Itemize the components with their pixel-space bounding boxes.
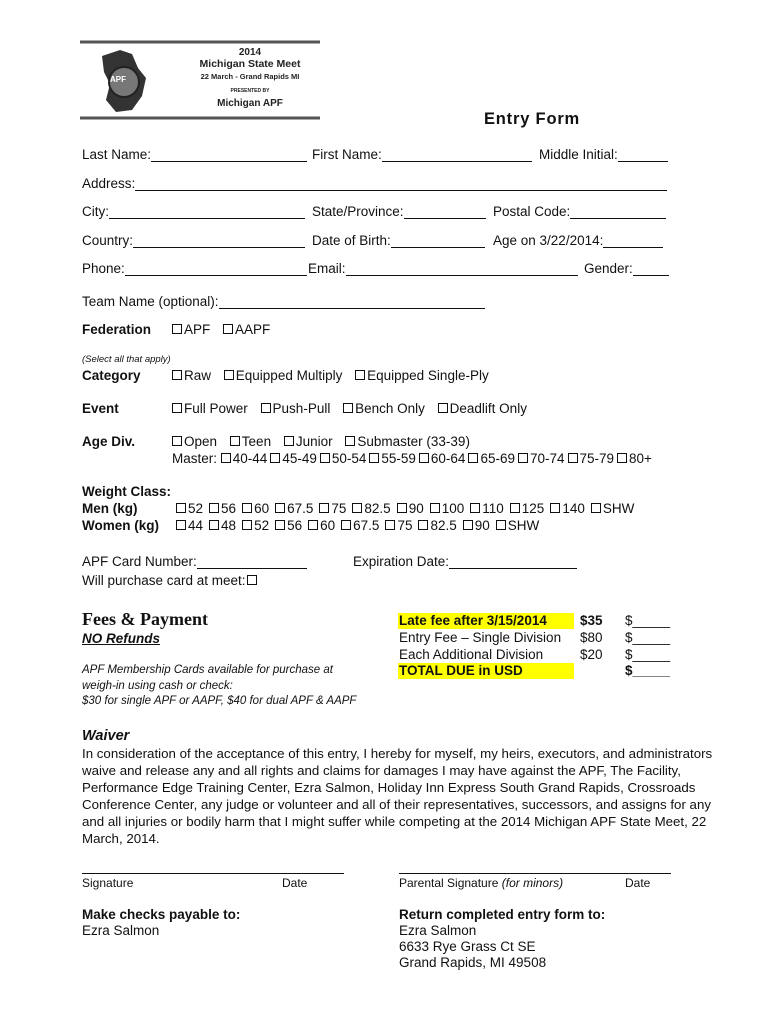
form-title: Entry Form: [484, 110, 581, 128]
option-label: 48: [221, 518, 237, 533]
state-label: State/Province:: [312, 204, 404, 219]
federation-options: [172, 322, 279, 337]
option-label: 55-59: [381, 451, 416, 466]
option-label: 52: [188, 501, 204, 516]
logo-date-location: 22 March - Grand Rapids MI: [200, 72, 300, 81]
age-div-label: Age Div.: [82, 434, 136, 449]
expiration-label: Expiration Date:: [353, 554, 450, 569]
master-options: [221, 451, 655, 466]
age-div-option[interactable]: [345, 434, 470, 449]
checkbox-icon[interactable]: [221, 453, 231, 463]
middle-initial-input[interactable]: [618, 147, 668, 162]
for-minors-label: (for minors): [501, 876, 564, 890]
weight-option[interactable]: [397, 501, 424, 516]
age-div-option[interactable]: [172, 434, 217, 449]
weight-option[interactable]: [463, 518, 490, 533]
gender-row: [584, 261, 669, 276]
option-label: 52: [254, 518, 270, 533]
middle-initial-row: [539, 147, 668, 162]
waiver-line: and all injuries or bodily harm that I might suffer while competing at the 2014 Michigan APF State Meet, 22: [82, 814, 707, 829]
parental-date-label: Date: [625, 876, 651, 890]
checkbox-icon[interactable]: [591, 503, 601, 513]
age-div-option-label: Teen: [241, 434, 272, 449]
category-option-label: Raw: [184, 368, 212, 383]
option-label: 60: [254, 501, 270, 516]
checkbox-icon[interactable]: [275, 520, 285, 530]
fee-row-blank[interactable]: $_____: [625, 647, 671, 662]
fee-row-blank[interactable]: $_____: [625, 630, 671, 645]
age-input[interactable]: [603, 233, 663, 248]
parental-signature-line[interactable]: [399, 873, 671, 874]
checkbox-icon[interactable]: [172, 436, 182, 446]
team-input[interactable]: [219, 294, 485, 309]
women-label: Women (kg): [82, 518, 159, 533]
event-option-label: Deadlift Only: [449, 401, 527, 416]
age-div-option-label: Submaster (33-39): [357, 434, 470, 449]
age-div-option-label: Open: [184, 434, 218, 449]
category-option[interactable]: [355, 368, 489, 383]
option-label: 90: [408, 501, 424, 516]
expiration-row: [353, 554, 577, 569]
waiver-text: [82, 745, 712, 847]
fee-row-blank[interactable]: $_____: [625, 613, 671, 628]
option-label: 82.5: [364, 501, 391, 516]
signature-date-label: Date: [282, 876, 308, 890]
return-street: 6633 Rye Grass Ct SE: [399, 939, 536, 954]
age-div-option-label: Junior: [295, 434, 333, 449]
men-weight-options: [176, 501, 640, 516]
option-label: 65-69: [480, 451, 515, 466]
weight-option[interactable]: [617, 451, 652, 466]
checkbox-icon[interactable]: [418, 520, 428, 530]
option-label: 75-79: [579, 451, 615, 466]
option-label: 44: [188, 518, 204, 533]
last-name-row: [82, 147, 307, 162]
federation-option[interactable]: [223, 322, 270, 337]
weight-option[interactable]: [242, 501, 269, 516]
address-input[interactable]: [135, 176, 667, 191]
city-input[interactable]: [109, 204, 305, 219]
event-option[interactable]: [172, 401, 248, 416]
option-label: 40-44: [232, 451, 268, 466]
weight-option[interactable]: [418, 518, 456, 533]
event-logo: [80, 38, 320, 120]
weight-option[interactable]: [209, 501, 236, 516]
option-label: 75: [397, 518, 413, 533]
event-option[interactable]: [261, 401, 331, 416]
option-label: 60: [320, 518, 336, 533]
dob-label: Date of Birth:: [312, 233, 391, 248]
checkbox-icon[interactable]: [172, 324, 182, 334]
option-label: 100: [441, 501, 465, 516]
checkbox-icon[interactable]: [172, 403, 182, 413]
option-label: 67.5: [353, 518, 380, 533]
option-label: 125: [521, 501, 545, 516]
weight-option[interactable]: [176, 518, 203, 533]
city-label: City:: [82, 204, 109, 219]
expiration-input[interactable]: [449, 554, 577, 569]
fees-title: Fees & Payment: [82, 609, 208, 629]
category-option-label: Equipped Single-Ply: [367, 368, 489, 383]
checkbox-icon[interactable]: [430, 503, 440, 513]
logo-presented-by: PRESENTED BY: [230, 88, 270, 94]
postal-label: Postal Code:: [493, 204, 571, 219]
checkbox-icon[interactable]: [568, 453, 578, 463]
checkbox-icon[interactable]: [470, 503, 480, 513]
return-city: Grand Rapids, MI 49508: [399, 955, 547, 970]
federation-option[interactable]: [172, 322, 210, 337]
checkbox-icon[interactable]: [172, 370, 182, 380]
checkbox-icon[interactable]: [242, 503, 252, 513]
weight-option[interactable]: [319, 501, 346, 516]
option-label: 82.5: [430, 518, 457, 533]
federation-option-label: AAPF: [235, 322, 271, 337]
postal-input[interactable]: [570, 204, 666, 219]
event-option-label: Push-Pull: [272, 401, 331, 416]
no-refunds: NO Refunds: [82, 631, 161, 646]
event-option[interactable]: [343, 401, 425, 416]
waiver-line: Performance Edge Training Center, Ezra Salmon, Holiday Inn Express South Grand Rapids, Crossroads: [82, 780, 696, 795]
checkbox-icon[interactable]: [341, 520, 351, 530]
category-option-label: Equipped Multiply: [235, 368, 343, 383]
signature-line[interactable]: [82, 873, 344, 874]
postal-row: [493, 204, 666, 219]
weight-option[interactable]: [518, 451, 565, 466]
weight-option[interactable]: [510, 501, 545, 516]
checkbox-icon[interactable]: [209, 520, 219, 530]
phone-label: Phone:: [82, 261, 125, 276]
women-weight-options: [176, 518, 545, 533]
option-label: SHW: [507, 518, 540, 533]
checkbox-icon[interactable]: [224, 370, 234, 380]
checkbox-icon[interactable]: [320, 453, 330, 463]
weight-option[interactable]: [221, 451, 268, 466]
age-div-option[interactable]: [230, 434, 271, 449]
option-label: 75: [331, 501, 347, 516]
weight-option[interactable]: [419, 451, 466, 466]
purchase-label: Will purchase card at meet:: [82, 573, 246, 588]
last-name-input[interactable]: [151, 147, 307, 162]
membership-note-2: weigh-in using cash or check:: [82, 680, 233, 692]
weight-option[interactable]: [341, 518, 379, 533]
team-label: Team Name (optional):: [82, 294, 219, 309]
gender-label: Gender:: [584, 261, 633, 276]
logo-year: 2014: [238, 47, 262, 58]
federation-option-label: APF: [184, 322, 211, 337]
first-name-input[interactable]: [382, 147, 532, 162]
option-label: 110: [482, 501, 504, 516]
payable-name: Ezra Salmon: [82, 923, 160, 938]
country-row: [82, 233, 305, 248]
checkbox-icon[interactable]: [468, 453, 478, 463]
address-label: Address:: [82, 176, 136, 191]
fee-row-amount: $20: [580, 647, 603, 662]
men-label: Men (kg): [82, 501, 138, 516]
age-div-options: [172, 434, 479, 449]
checkbox-icon[interactable]: [345, 436, 355, 446]
select-all-note: (Select all that apply): [82, 354, 171, 365]
fee-row-label: Entry Fee – Single Division: [399, 630, 562, 645]
checkbox-icon[interactable]: [343, 403, 353, 413]
checkbox-icon[interactable]: [319, 503, 329, 513]
waiver-line: In consideration of the acceptance of this entry, I hereby for myself, my heirs, executors, and administrators: [82, 746, 713, 761]
weight-option[interactable]: [468, 451, 515, 466]
waiver-title: Waiver: [82, 728, 130, 744]
checkbox-icon[interactable]: [385, 520, 395, 530]
email-row: [308, 261, 578, 276]
logo-badge: APF: [110, 75, 126, 84]
total-due-blank[interactable]: $_____: [625, 663, 671, 678]
state-input[interactable]: [404, 204, 486, 219]
membership-note-3: $30 for single APF or AAPF, $40 for dual APF & AAPF: [82, 695, 357, 707]
card-number-label: APF Card Number:: [82, 554, 197, 569]
checkbox-icon[interactable]: [397, 503, 407, 513]
checkbox-icon[interactable]: [176, 520, 186, 530]
state-row: [312, 204, 486, 219]
checkbox-icon[interactable]: [550, 503, 560, 513]
weight-class-label: Weight Class:: [82, 484, 172, 499]
email-input[interactable]: [346, 261, 578, 276]
event-options: [172, 401, 536, 416]
checkbox-icon[interactable]: [270, 453, 280, 463]
checkbox-icon[interactable]: [617, 453, 627, 463]
option-label: 140: [562, 501, 585, 516]
category-option[interactable]: [224, 368, 343, 383]
fee-row-label: Late fee after 3/15/2014: [399, 613, 547, 628]
card-number-input[interactable]: [197, 554, 307, 569]
event-option-label: Bench Only: [355, 401, 425, 416]
first-name-label: First Name:: [312, 147, 382, 162]
gender-input[interactable]: [633, 261, 669, 276]
fee-row-amount: $80: [580, 630, 603, 645]
master-row: [172, 451, 655, 466]
weight-option[interactable]: [430, 501, 465, 516]
dob-input[interactable]: [391, 233, 485, 248]
option-label: 45-49: [282, 451, 317, 466]
checkbox-icon[interactable]: [284, 436, 294, 446]
option-label: 56: [287, 518, 303, 533]
event-option-label: Full Power: [184, 401, 248, 416]
weight-option[interactable]: [270, 451, 317, 466]
master-label: Master:: [172, 451, 218, 466]
city-row: [82, 204, 305, 219]
country-label: Country:: [82, 233, 134, 248]
age-row: [493, 233, 663, 248]
total-due-label: TOTAL DUE in USD: [399, 663, 523, 678]
weight-option[interactable]: [352, 501, 390, 516]
option-label: 80+: [629, 451, 652, 466]
purchase-row: [82, 573, 259, 588]
waiver-line: Conference Center, any judge or volunteer and all of their representatives, successors, and assigns for any: [82, 797, 711, 812]
card-number-row: [82, 554, 307, 569]
option-label: 50-54: [331, 451, 367, 466]
membership-note-1: APF Membership Cards available for purchase at: [82, 664, 333, 676]
logo-event-name: Michigan State Meet: [199, 58, 301, 70]
option-label: 60-64: [430, 451, 466, 466]
option-label: 70-74: [529, 451, 565, 466]
checkbox-icon[interactable]: [209, 503, 219, 513]
checkbox-icon[interactable]: [355, 370, 365, 380]
checkbox-icon[interactable]: [496, 520, 506, 530]
weight-option[interactable]: [568, 451, 615, 466]
weight-option[interactable]: [275, 501, 313, 516]
checkbox-icon[interactable]: [438, 403, 448, 413]
event-option[interactable]: [438, 401, 527, 416]
weight-option[interactable]: [242, 518, 269, 533]
first-name-row: [312, 147, 532, 162]
checkbox-icon[interactable]: [369, 453, 379, 463]
dob-row: [312, 233, 485, 248]
age-div-option[interactable]: [284, 434, 333, 449]
weight-option[interactable]: [369, 451, 416, 466]
weight-option[interactable]: [209, 518, 236, 533]
waiver-line: March, 2014.: [82, 831, 160, 846]
category-option[interactable]: [172, 368, 211, 383]
logo-org: Michigan APF: [217, 98, 283, 109]
checkbox-icon[interactable]: [223, 324, 233, 334]
age-label: Age on 3/22/2014:: [493, 233, 604, 248]
federation-label: Federation: [82, 322, 152, 337]
weight-option[interactable]: [320, 451, 367, 466]
phone-row: [82, 261, 307, 276]
checkbox-icon[interactable]: [352, 503, 362, 513]
checkbox-icon[interactable]: [419, 453, 429, 463]
checkbox-icon[interactable]: [176, 503, 186, 513]
weight-option[interactable]: [385, 518, 412, 533]
checkbox-icon[interactable]: [308, 520, 318, 530]
country-input[interactable]: [133, 233, 305, 248]
weight-option[interactable]: [275, 518, 302, 533]
waiver-line: waive and release any and all rights and claims for damages I may have against the APF, The Facility,: [82, 763, 681, 778]
checkbox-icon[interactable]: [230, 436, 240, 446]
fee-row-amount: $35: [580, 613, 603, 628]
parental-signature-label: [399, 876, 563, 890]
category-label: Category: [82, 368, 141, 383]
weight-option[interactable]: [176, 501, 203, 516]
signature-label: Signature: [82, 876, 134, 890]
option-label: SHW: [602, 501, 635, 516]
weight-option[interactable]: [496, 518, 540, 533]
last-name-label: Last Name:: [82, 147, 152, 162]
fee-row-label: Each Additional Division: [399, 647, 544, 662]
email-label: Email:: [308, 261, 346, 276]
category-options: [172, 368, 498, 383]
address-row: [82, 176, 667, 191]
weight-option[interactable]: [308, 518, 335, 533]
parental-label: Parental Signature: [399, 876, 499, 890]
return-name: Ezra Salmon: [399, 923, 477, 938]
event-label: Event: [82, 401, 119, 416]
checkbox-icon[interactable]: [247, 575, 257, 585]
checkbox-icon[interactable]: [518, 453, 528, 463]
option-label: 56: [221, 501, 237, 516]
team-row: [82, 294, 485, 309]
payable-label: Make checks payable to:: [82, 907, 241, 922]
weight-option[interactable]: [470, 501, 504, 516]
weight-option[interactable]: [591, 501, 635, 516]
checkbox-icon[interactable]: [463, 520, 473, 530]
return-label: Return completed entry form to:: [399, 907, 606, 922]
weight-option[interactable]: [550, 501, 585, 516]
checkbox-icon[interactable]: [242, 520, 252, 530]
option-label: 67.5: [287, 501, 314, 516]
checkbox-icon[interactable]: [275, 503, 285, 513]
checkbox-icon[interactable]: [261, 403, 271, 413]
option-label: 90: [474, 518, 490, 533]
phone-input[interactable]: [125, 261, 307, 276]
checkbox-icon[interactable]: [510, 503, 520, 513]
middle-initial-label: Middle Initial:: [539, 147, 618, 162]
